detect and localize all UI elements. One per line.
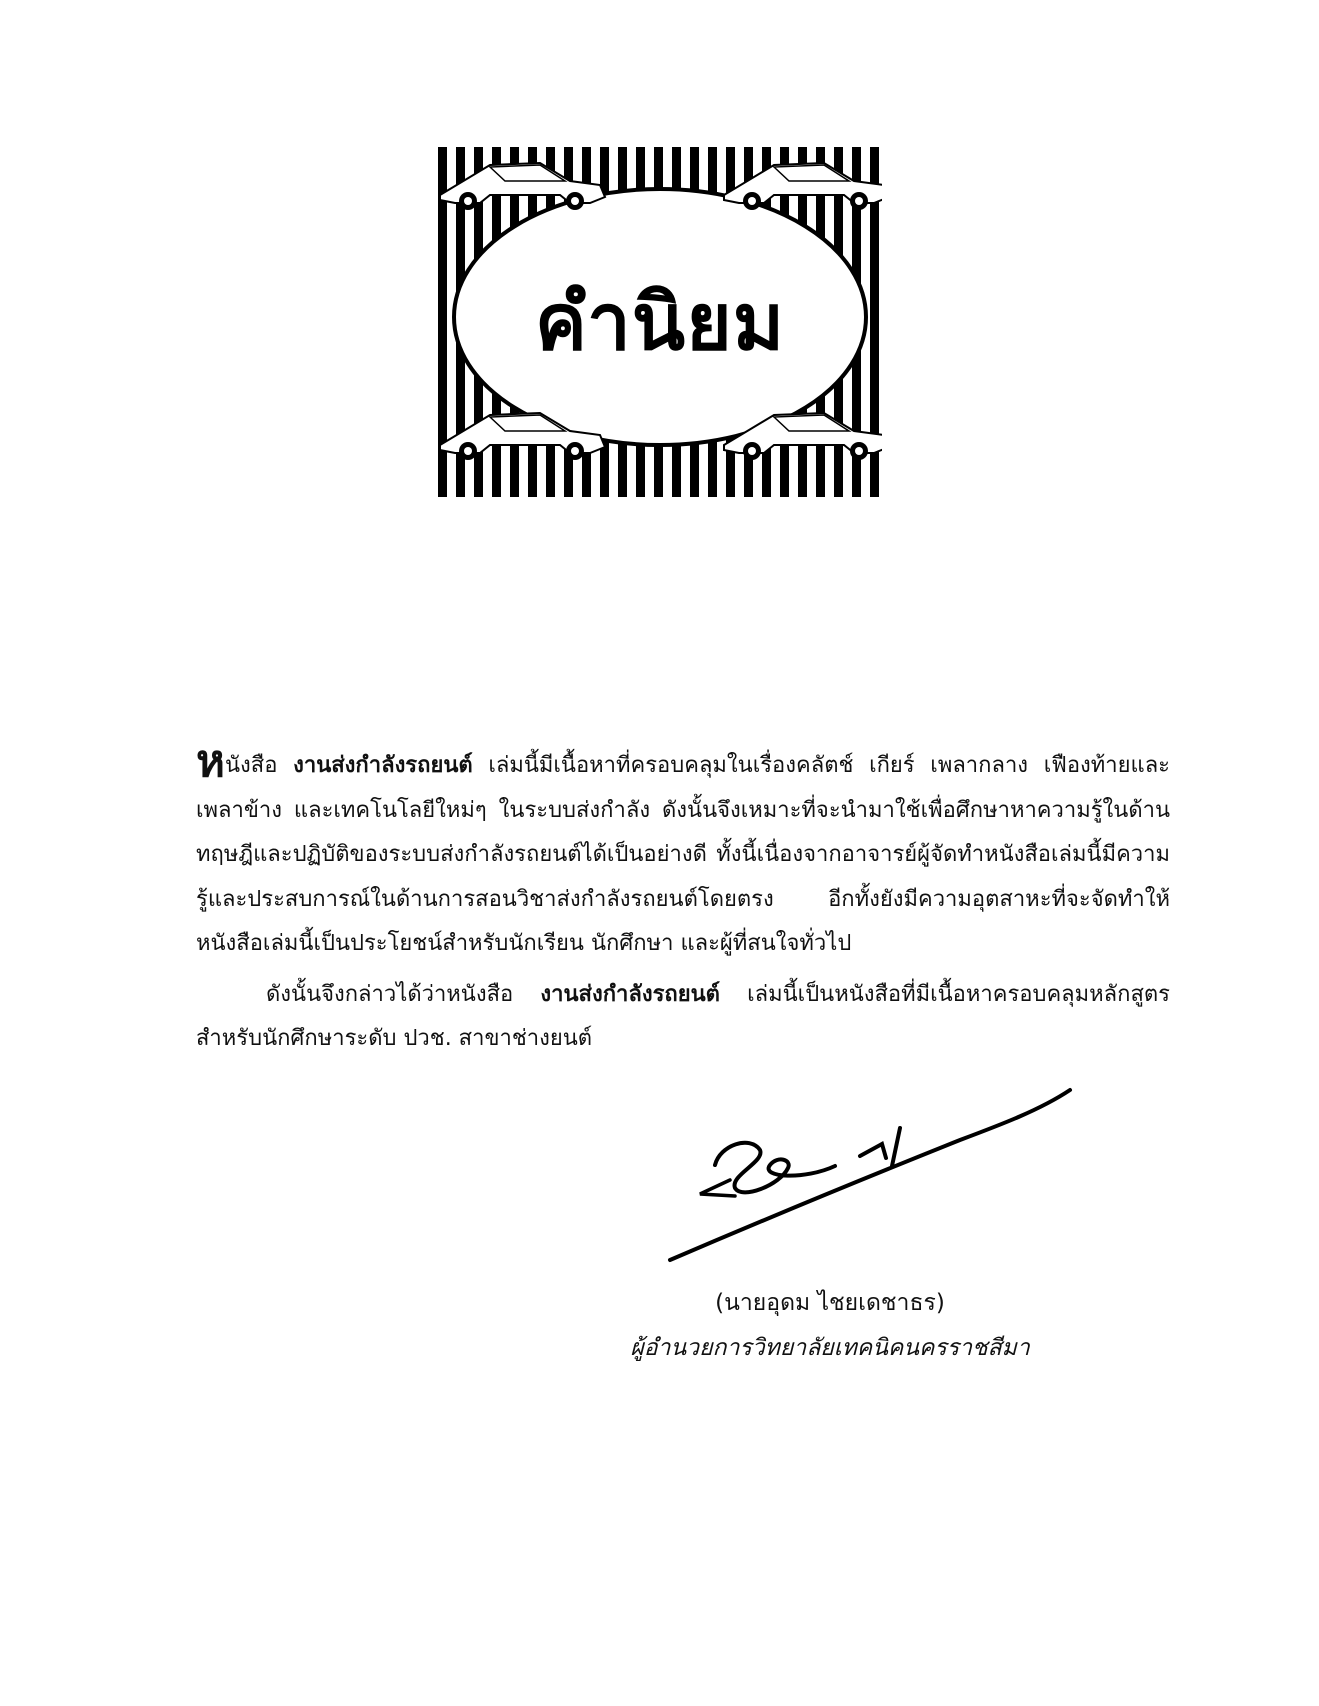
drop-cap: ห: [196, 736, 226, 787]
book-title: งานส่งกำลังรถยนต์: [293, 753, 473, 778]
paragraph-1-intro: นังสือ: [225, 753, 294, 778]
handwritten-signature: [660, 1070, 1080, 1270]
signer-name: (นายอุดม ไชยเดชาธร): [715, 1290, 945, 1316]
paragraph-2: [196, 973, 1170, 1062]
page-title: คำนิยม: [534, 278, 786, 368]
paragraph-1-text: เล่มนี้มีเนื้อหาที่ครอบคลุมในเรื่องคลัตช์ เกียร์ เพลากลาง เฟืองท้ายและเพลาข้าง และเทคโนโลยีใหม่ๆ ในระบบส่งกำลัง ดังนั้นจึงเหมาะที่จะนำมาใช้เพื่อศึกษาหาความรู้ในด้านทฤษฎีและปฏิบัติของระบบส่งกำลังรถยนต์ได้เป็นอย่างดี ทั้งนี้เนื่องจากอาจารย์ผู้จัดทำหนังสือเล่มนี้มีความรู้และประสบการณ์ในด้านการสอนวิชาส่งกำลังรถยนต์โดยตรง อีกทั้งยังมีความอุตสาหะที่จะจัดทำให้หนังสือเล่มนี้เป็นประโยชน์สำหรับนักเรียน นักศึกษา และผู้ที่สนใจทั่วไป: [196, 753, 1170, 956]
title-banner: [438, 147, 882, 497]
paragraph-2-intro: ดังนั้นจึงกล่าวได้ว่าหนังสือ: [266, 981, 541, 1007]
paragraph-1: [196, 736, 1170, 967]
foreword-body: [196, 736, 1170, 1062]
paragraph-2-text: เล่มนี้เป็นหนังสือที่มีเนื้อหาครอบคลุมหลักสูตรสำหรับนักศึกษาระดับ ปวช. สาขาช่างยนต์: [196, 981, 1170, 1051]
signer-position: ผู้อำนวยการวิทยาลัยเทคนิคนครราชสีมา: [630, 1335, 1030, 1361]
book-title: งานส่งกำลังรถยนต์: [540, 981, 720, 1007]
